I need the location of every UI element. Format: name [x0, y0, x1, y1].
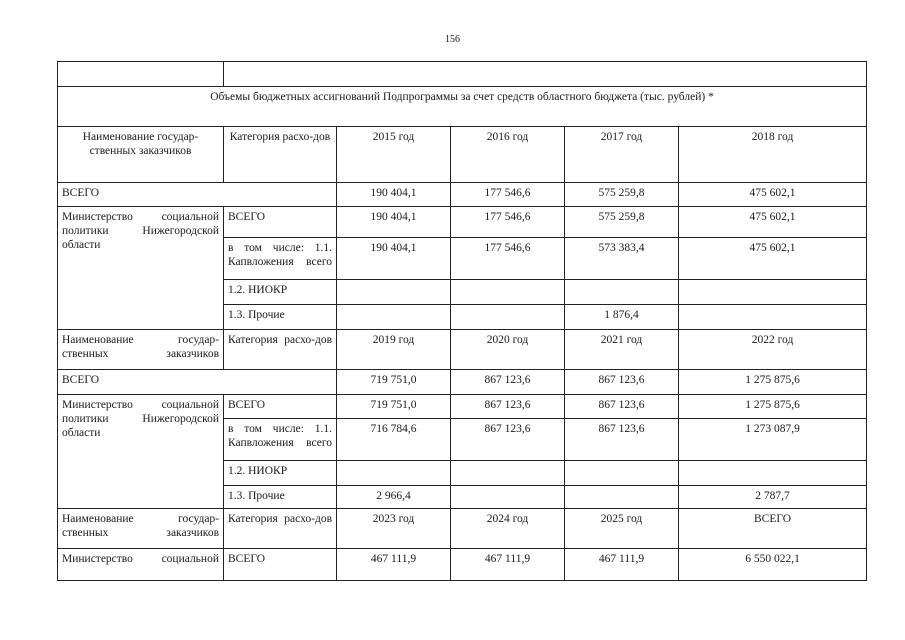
- cell-value: 2 787,7: [679, 486, 867, 509]
- header-year: 2016 год: [451, 127, 565, 183]
- cell-value: 467 111,9: [565, 549, 679, 581]
- header-year: 2020 год: [451, 330, 565, 370]
- budget-table: [57, 61, 867, 581]
- header-year: 2023 год: [337, 509, 451, 549]
- cell-value: [565, 461, 679, 486]
- row-category: 1.3. Прочие: [224, 305, 337, 330]
- cell-value: [451, 280, 565, 305]
- total-label: ВСЕГО: [58, 183, 337, 207]
- row-category: 1.3. Прочие: [224, 486, 337, 509]
- header-year: 2018 год: [679, 127, 867, 183]
- cell-value: 177 546,6: [451, 183, 565, 207]
- cell-value: 867 123,6: [451, 395, 565, 419]
- header-customer: Наименование государ-ственных заказчиков: [58, 509, 224, 549]
- cell-value: 177 546,6: [451, 207, 565, 238]
- header-category: Категория расхо-дов: [224, 330, 337, 370]
- cell-value: [451, 461, 565, 486]
- header-category: Категория расхо-дов: [224, 509, 337, 549]
- table-row-total: [58, 183, 867, 207]
- cell-value: 1 275 875,6: [679, 370, 867, 395]
- cell-value: 867 123,6: [451, 419, 565, 461]
- cell-value: 867 123,6: [565, 370, 679, 395]
- cell-value: 575 259,8: [565, 183, 679, 207]
- cell-value: [679, 305, 867, 330]
- cell-value: 1 273 087,9: [679, 419, 867, 461]
- table-caption: Объемы бюджетных ассигнований Подпрограммы за счет средств областного бюджета (тыс. рублей) *: [58, 87, 867, 127]
- table-header-row: [58, 127, 867, 183]
- row-category: ВСЕГО: [224, 395, 337, 419]
- cell-value: 177 546,6: [451, 238, 565, 280]
- cell-value: 867 123,6: [451, 370, 565, 395]
- header-year: 2017 год: [565, 127, 679, 183]
- cell-value: 867 123,6: [565, 419, 679, 461]
- row-category: ВСЕГО: [224, 549, 337, 581]
- cell-value: 190 404,1: [337, 238, 451, 280]
- table-caption-row: [58, 87, 867, 127]
- cell-value: 190 404,1: [337, 183, 451, 207]
- table-header-row: [58, 509, 867, 549]
- cell-value: [451, 486, 565, 509]
- row-category: 1.2. НИОКР: [224, 461, 337, 486]
- table-row: [58, 549, 867, 581]
- ministry-name: Министерство социальной: [58, 549, 224, 581]
- cell-value: 475 602,1: [679, 207, 867, 238]
- cell-value: 467 111,9: [337, 549, 451, 581]
- table-header-row: [58, 330, 867, 370]
- cell-value: 719 751,0: [337, 370, 451, 395]
- cell-value: 573 383,4: [565, 238, 679, 280]
- ministry-name: Министерство социальной политики Нижегородской области: [58, 395, 224, 509]
- cell-value: [565, 486, 679, 509]
- header-customer: Наименование государ-ственных заказчиков: [58, 330, 224, 370]
- cell-value: 716 784,6: [337, 419, 451, 461]
- row-category: в том числе: 1.1. Капвложения всего: [224, 419, 337, 461]
- empty-cell: [58, 62, 224, 87]
- header-customer: Наименование государ-ственных заказчиков: [58, 127, 224, 183]
- cell-value: 719 751,0: [337, 395, 451, 419]
- cell-value: 190 404,1: [337, 207, 451, 238]
- cell-value: 475 602,1: [679, 238, 867, 280]
- cell-value: 6 550 022,1: [679, 549, 867, 581]
- cell-value: [337, 461, 451, 486]
- cell-value: [679, 280, 867, 305]
- header-year: 2024 год: [451, 509, 565, 549]
- cell-value: [451, 305, 565, 330]
- cell-value: [565, 280, 679, 305]
- cell-value: 575 259,8: [565, 207, 679, 238]
- page-number: 156: [445, 34, 460, 45]
- header-year: 2019 год: [337, 330, 451, 370]
- header-year: ВСЕГО: [679, 509, 867, 549]
- cell-value: 1 275 875,6: [679, 395, 867, 419]
- header-year: 2025 год: [565, 509, 679, 549]
- empty-cell: [224, 62, 867, 87]
- cell-value: [337, 280, 451, 305]
- cell-value: 467 111,9: [451, 549, 565, 581]
- cell-value: [679, 461, 867, 486]
- row-category: в том числе: 1.1. Капвложения всего: [224, 238, 337, 280]
- header-year: 2015 год: [337, 127, 451, 183]
- row-category: 1.2. НИОКР: [224, 280, 337, 305]
- header-year: 2021 год: [565, 330, 679, 370]
- cell-value: 1 876,4: [565, 305, 679, 330]
- header-category: Категория расхо-дов: [224, 127, 337, 183]
- table-top-strip: [58, 62, 867, 87]
- table-row: [58, 207, 867, 238]
- total-label: ВСЕГО: [58, 370, 337, 395]
- cell-value: 475 602,1: [679, 183, 867, 207]
- table-row: [58, 395, 867, 419]
- cell-value: 867 123,6: [565, 395, 679, 419]
- table-row-total: [58, 370, 867, 395]
- header-year: 2022 год: [679, 330, 867, 370]
- cell-value: [337, 305, 451, 330]
- cell-value: 2 966,4: [337, 486, 451, 509]
- ministry-name: Министерство социальной политики Нижегородской области: [58, 207, 224, 330]
- row-category: ВСЕГО: [224, 207, 337, 238]
